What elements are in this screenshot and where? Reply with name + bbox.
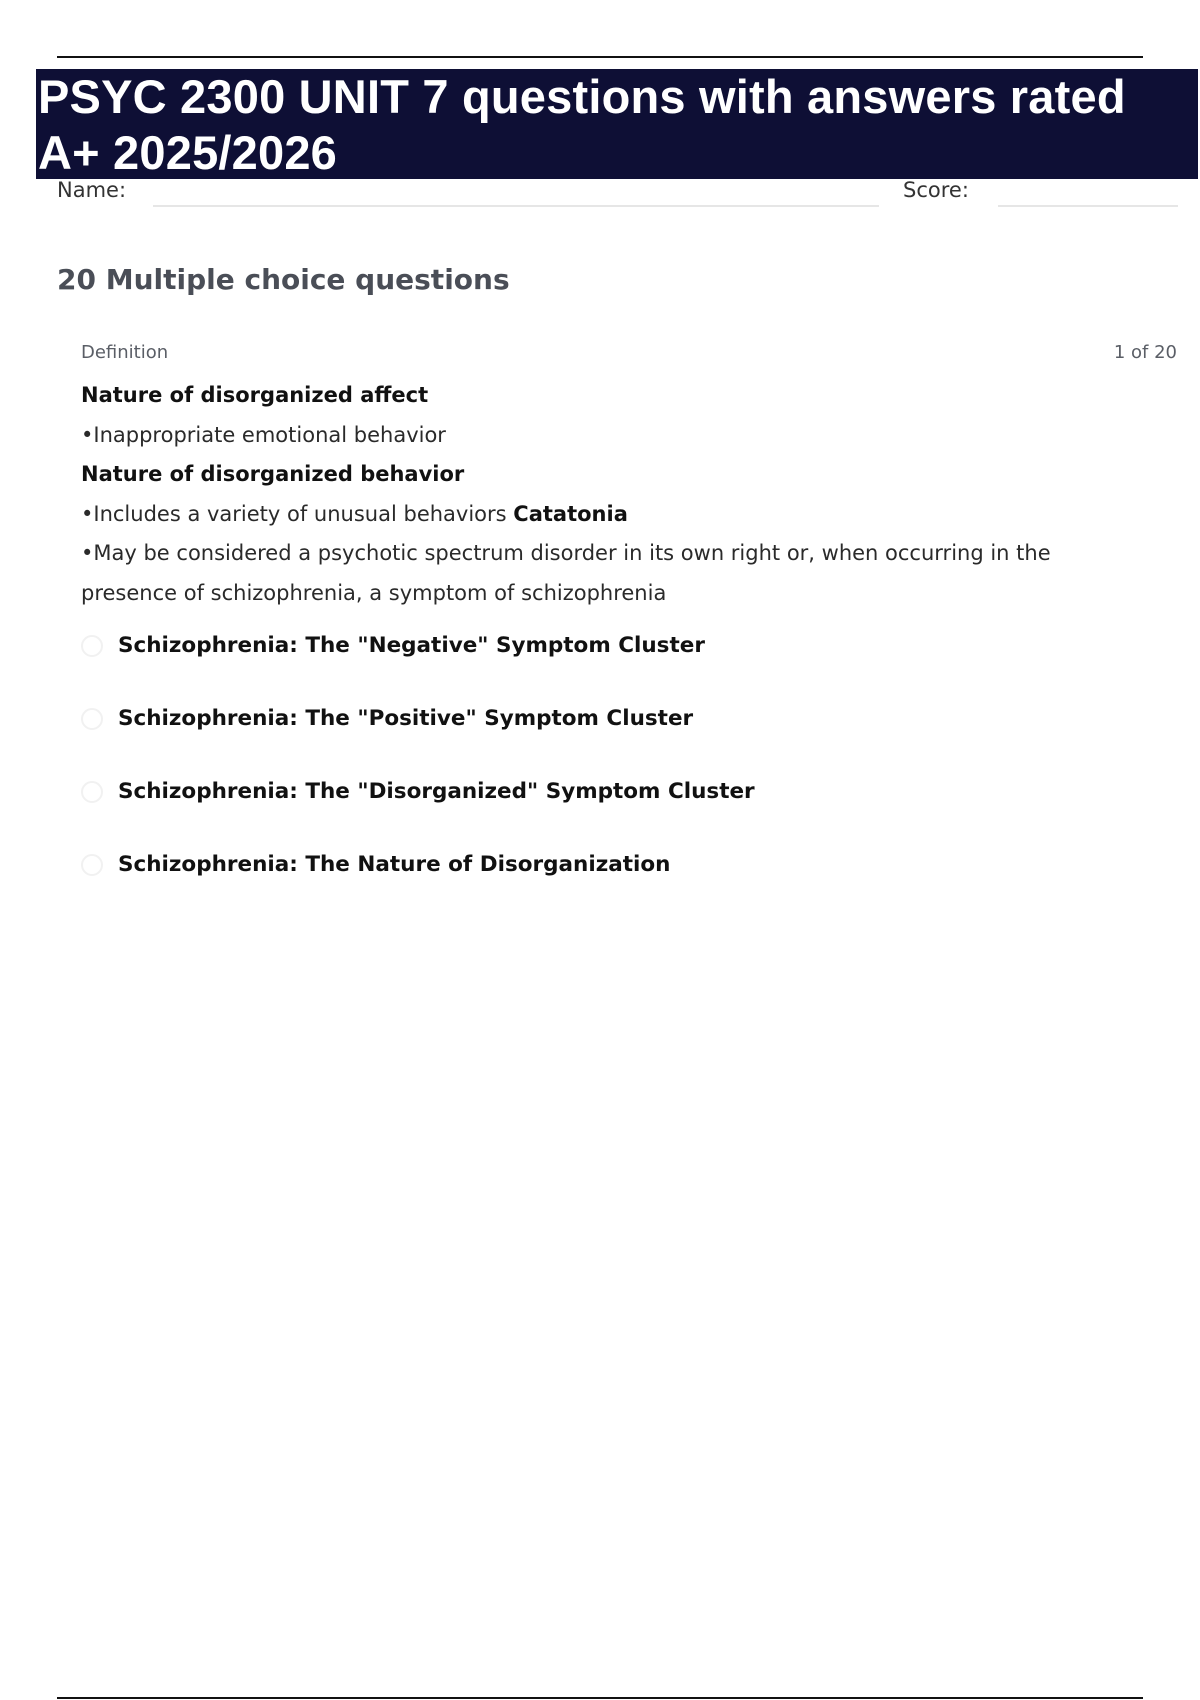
answer-option-label[interactable]: Schizophrenia: The "Positive" Symptom Cluster xyxy=(118,706,694,731)
name-label: Name: xyxy=(57,178,127,202)
answer-option[interactable] xyxy=(81,850,1177,923)
score-field-line xyxy=(998,205,1178,207)
definition-heading: Nature of disorganized affect xyxy=(81,383,429,407)
question-meta xyxy=(81,338,1177,368)
definition-body xyxy=(81,376,1101,613)
definition-line xyxy=(81,495,1101,535)
definition-text: •Includes a variety of unusual behaviors xyxy=(81,501,514,526)
definition-bold-term: Catatonia xyxy=(513,501,628,526)
title-banner xyxy=(36,69,1198,179)
question-card xyxy=(81,338,1177,923)
answer-option[interactable] xyxy=(81,704,1177,777)
radio-button-icon[interactable] xyxy=(81,781,103,803)
question-counter: 1 of 20 xyxy=(1113,342,1177,363)
answer-option-label[interactable]: Schizophrenia: The "Negative" Symptom Cluster xyxy=(118,633,705,658)
document-title: PSYC 2300 UNIT 7 questions with answers rated A+ 2025/2026 xyxy=(38,70,1126,179)
radio-button-icon[interactable] xyxy=(81,635,103,657)
answer-option[interactable] xyxy=(81,777,1177,850)
answer-options xyxy=(81,631,1177,923)
answer-option-label[interactable]: Schizophrenia: The "Disorganized" Symptom Cluster xyxy=(118,779,755,804)
radio-button-icon[interactable] xyxy=(81,854,103,876)
definition-line: •Inappropriate emotional behavior xyxy=(81,422,446,447)
top-rule xyxy=(57,56,1143,58)
definition-line: •May be considered a psychotic spectrum disorder in its own right or, when occurring in the presence of schizophrenia, a symptom of schizophrenia xyxy=(81,541,1051,605)
answer-option[interactable] xyxy=(81,631,1177,704)
question-type-label: Definition xyxy=(81,342,169,363)
definition-heading: Nature of disorganized behavior xyxy=(81,462,465,486)
radio-button-icon[interactable] xyxy=(81,708,103,730)
name-field-line xyxy=(153,205,879,207)
answer-option-label[interactable]: Schizophrenia: The Nature of Disorganization xyxy=(118,852,671,877)
bottom-rule xyxy=(57,1697,1143,1699)
section-heading: 20 Multiple choice questions xyxy=(57,263,510,296)
score-label: Score: xyxy=(903,178,969,202)
